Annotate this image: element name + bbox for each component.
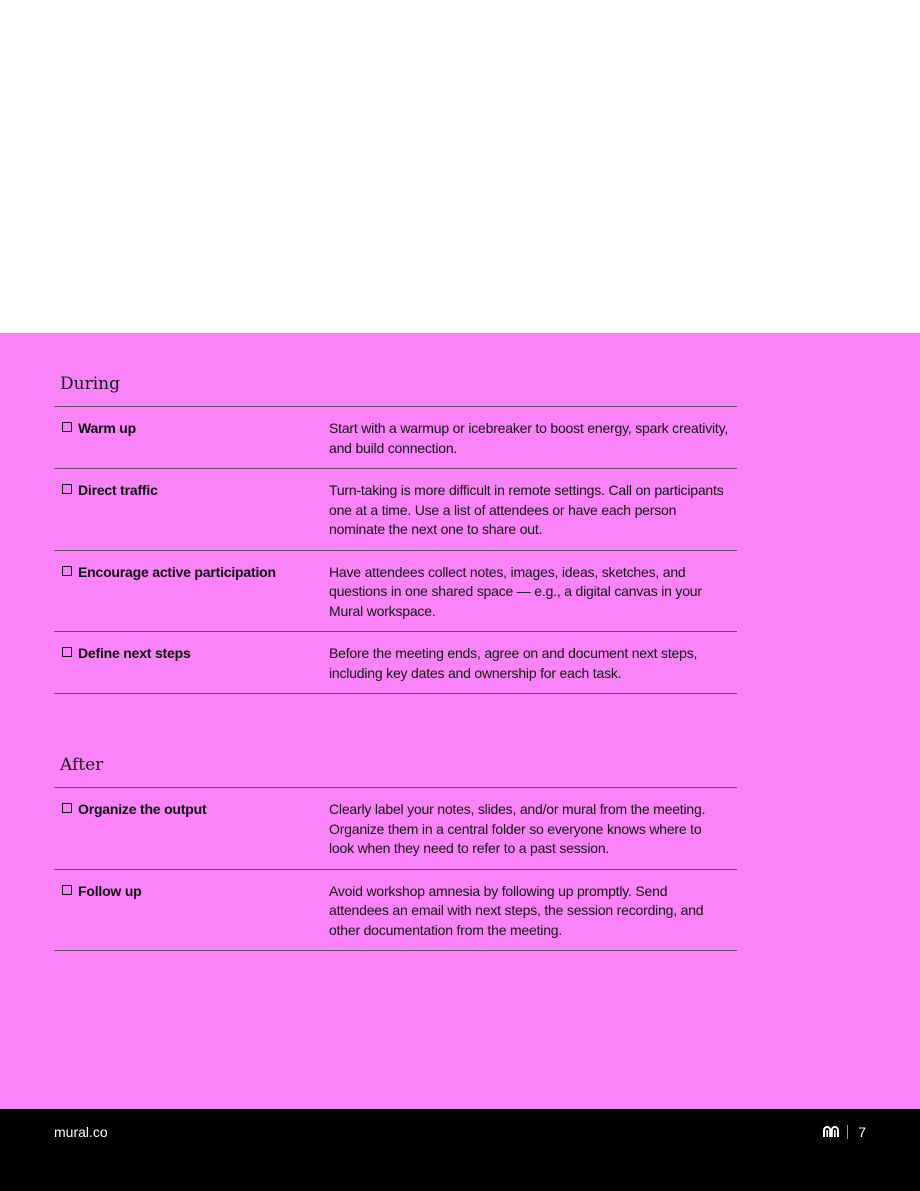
footer-page-info bbox=[823, 1123, 866, 1141]
during-section bbox=[54, 373, 737, 694]
checklist-item-description: Clearly label your notes, slides, and/or mural from the meeting. Organize them in a central folder so everyone knows where to look when they need to refer to a past session. bbox=[329, 801, 706, 856]
during-checklist bbox=[54, 406, 737, 694]
checklist-row bbox=[54, 870, 737, 952]
checklist-item bbox=[54, 644, 329, 683]
after-section bbox=[54, 754, 737, 951]
checklist-item-label: Organize the output bbox=[78, 801, 207, 817]
checklist-item-label: Warm up bbox=[78, 420, 136, 436]
checklist-item bbox=[54, 563, 329, 622]
checklist-row bbox=[54, 788, 737, 870]
checklist-row bbox=[54, 407, 737, 469]
checklist-item bbox=[54, 882, 329, 941]
checklist-item bbox=[54, 419, 329, 458]
checklist-item-label: Direct traffic bbox=[78, 482, 158, 498]
blank-top-area bbox=[0, 0, 920, 333]
checkbox-icon bbox=[62, 885, 72, 895]
checkbox-icon bbox=[62, 647, 72, 657]
checkbox-icon bbox=[62, 484, 72, 494]
checklist-item-label: Encourage active participation bbox=[78, 563, 276, 580]
footer-divider bbox=[847, 1125, 848, 1139]
page-footer bbox=[0, 1109, 920, 1191]
checklist-row bbox=[54, 632, 737, 694]
mural-logo-icon bbox=[823, 1126, 839, 1138]
after-checklist bbox=[54, 787, 737, 951]
checkbox-icon bbox=[62, 566, 72, 576]
checklist-item-label: Define next steps bbox=[78, 645, 191, 661]
checklist-item-description: Before the meeting ends, agree on and document next steps, including key dates and ownership for each task. bbox=[329, 645, 698, 681]
section-title-after: After bbox=[60, 755, 104, 775]
checklist-item-description: Turn-taking is more difficult in remote settings. Call on participants one at a time. Use a list of attendees or have each person nominate the next one to share out. bbox=[329, 482, 724, 537]
checklist-item-description: Start with a warmup or icebreaker to boost energy, spark creativity, and build connection. bbox=[329, 420, 729, 456]
page-number: 7 bbox=[858, 1124, 866, 1140]
checklist-row bbox=[54, 469, 737, 551]
checklist-item-description: Avoid workshop amnesia by following up promptly. Send attendees an email with next steps, the session recording, and other documentation from the meeting. bbox=[329, 882, 704, 938]
checklist-item bbox=[54, 481, 329, 540]
checklist-item-description: Have attendees collect notes, images, ideas, sketches, and questions in one shared space — e.g., a digital canvas in your Mural workspace. bbox=[329, 563, 702, 619]
checkbox-icon bbox=[62, 803, 72, 813]
section-title-during: During bbox=[60, 374, 120, 394]
checklist-item bbox=[54, 800, 329, 859]
checklist-item-label: Follow up bbox=[78, 882, 142, 899]
checklist-row bbox=[54, 551, 737, 633]
checkbox-icon bbox=[62, 422, 72, 432]
footer-site-link[interactable]: mural.co bbox=[54, 1124, 108, 1140]
